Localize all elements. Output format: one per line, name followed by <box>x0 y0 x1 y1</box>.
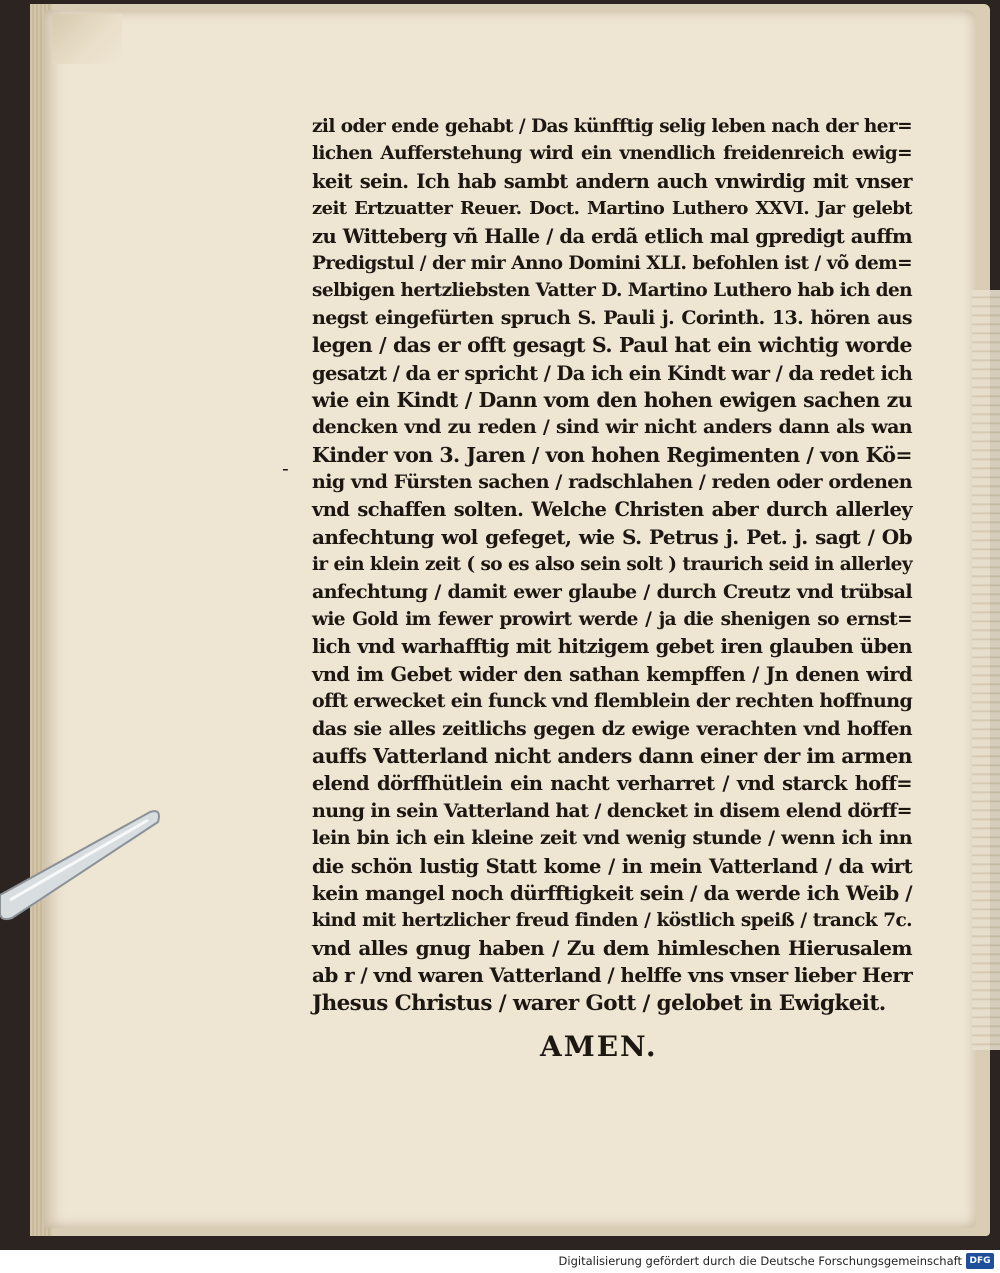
text-line: Kinder von 3. Jaren / von hohen Regimenten / von Kö= <box>312 442 912 467</box>
margin-mark: - <box>282 456 289 480</box>
page-weight-strip <box>0 800 170 930</box>
text-line: nung in sein Vatterland hat / dencket in disem elend dörff= <box>312 799 912 822</box>
text-line: negst eingefürten spruch S. Pauli j. Corinth. 13. hören aus <box>312 306 912 329</box>
text-line: legen / das er offt gesagt S. Paul hat ein wichtig worde <box>312 333 912 358</box>
page-right-edge <box>972 290 1000 1050</box>
text-line: zeit Ertzuatter Reuer. Doct. Martino Luthero XXVI. Jar gelebt <box>312 198 912 220</box>
text-line: lich vnd warhafftig mit hitzigem gebet iren glauben üben <box>312 635 912 659</box>
text-line: Jhesus Christus / warer Gott / gelobet in Ewigkeit. <box>312 990 886 1016</box>
text-line: anfechtung / damit ewer glaube / durch Creutz vnd trübsal <box>312 580 912 603</box>
text-line: nig vnd Fürsten sachen / radschlahen / reden oder ordenen <box>312 471 912 494</box>
dfg-logo: DFG <box>966 1253 994 1269</box>
text-line: lein bin ich ein kleine zeit vnd wenig stunde / wenn ich inn <box>312 827 912 850</box>
text-line: offt erwecket ein funck vnd flemblein der rechten hoffnung <box>312 690 913 713</box>
text-line: kind mit hertzlicher freud finden / köstlich speiß / tranck 7c. <box>312 910 912 932</box>
funding-credit: Digitalisierung gefördert durch die Deutsche Forschungsgemeinschaft <box>558 1254 962 1268</box>
page-text-block <box>312 113 912 1017</box>
text-line: dencken vnd zu reden / sind wir nicht anders dann als wan <box>312 416 912 439</box>
text-line: lichen Aufferstehung wird ein vnendlich freidenreich ewig= <box>312 143 912 165</box>
text-line: das sie alles zeitlichs gegen dz ewige verachten vnd hoffen <box>312 717 912 740</box>
closing-word: AMEN. <box>540 1030 658 1063</box>
text-line: ir ein klein zeit ( so es also sein solt ) traurich seid in allerley <box>312 554 912 576</box>
text-line: zu Witteberg vñ Halle / da erdã etlich mal gpredigt auffm <box>312 224 912 248</box>
text-line: wie ein Kindt / Dann vom den hohen ewigen sachen zu <box>312 387 912 412</box>
text-line: elend dörffhütlein ein nacht verharret / vnd starck hoff= <box>312 772 912 796</box>
text-line: vnd im Gebet wider den sathan kempffen / Jn denen wird <box>312 662 912 686</box>
text-line: gesatzt / da er spricht / Da ich ein Kindt war / da redet ich <box>312 361 913 385</box>
text-line: Predigstul / der mir Anno Domini XLI. befohlen ist / võ dem= <box>312 252 912 274</box>
text-line: zil oder ende gehabt / Das künfftig selig leben nach der her= <box>312 116 912 137</box>
text-line: keit sein. Ich hab sambt andern auch vnwirdig mit vnser <box>312 169 912 193</box>
text-line: ab r / vnd waren Vatterland / helffe vns vnser lieber Herr <box>312 963 913 988</box>
text-line: anfechtung wol gefeget, wie S. Petrus j. Pet. j. sagt / Ob <box>312 524 912 549</box>
page-corner-fold <box>52 14 122 64</box>
text-line: selbigen hertzliebsten Vatter D. Martino Luthero hab ich den <box>312 280 912 302</box>
text-line: vnd schaffen solten. Welche Christen aber durch allerley <box>312 498 912 522</box>
text-line: vnd alles gnug haben / Zu dem himleschen Hierusalem <box>312 935 912 960</box>
text-line: auffs Vatterland nicht anders dann einer der im armen <box>312 743 912 768</box>
text-line: die schön lustig Statt kome / in mein Vatterland / da wirt <box>312 854 912 878</box>
text-line: kein mangel noch dürfftigkeit sein / da werde ich Weib / <box>312 880 912 905</box>
text-line: wie Gold im fewer prowirt werde / ja die shenigen so ernst= <box>312 609 912 631</box>
